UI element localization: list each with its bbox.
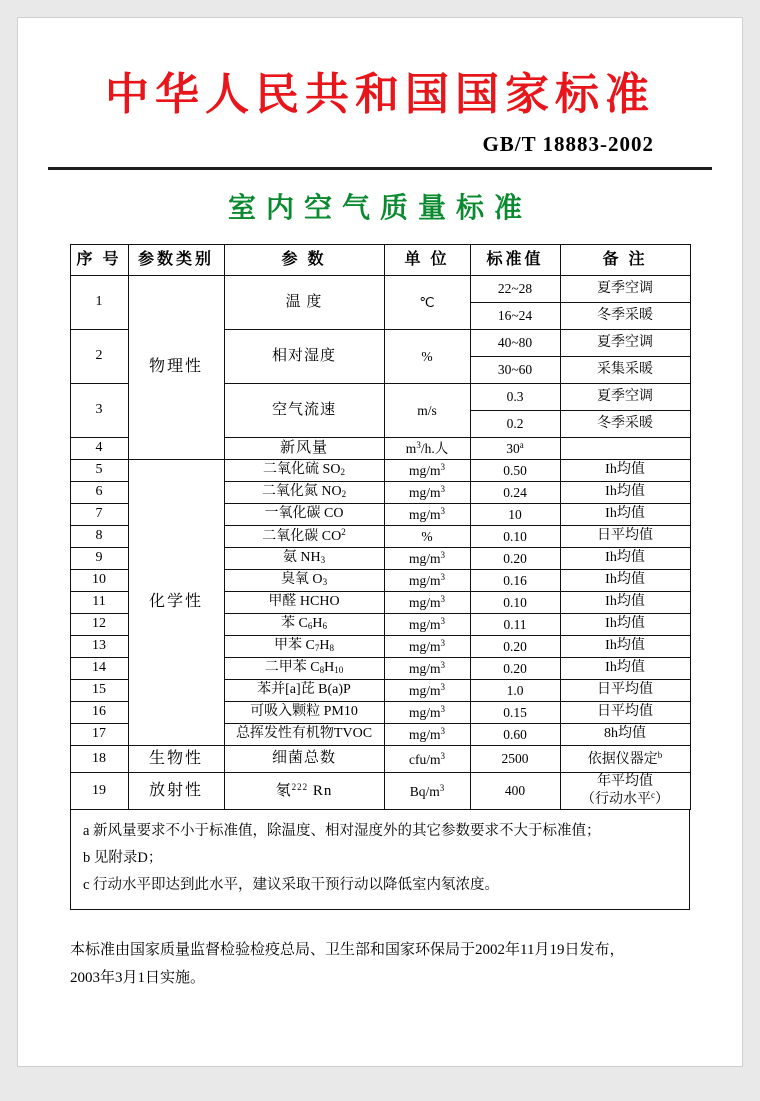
row-remark: 夏季空调 xyxy=(560,384,690,411)
document-page xyxy=(17,17,743,1067)
row-index: 13 xyxy=(70,636,128,658)
row-parameter: 空气流速 xyxy=(224,384,384,438)
row-index: 4 xyxy=(70,438,128,460)
row-remark: Ih均值 xyxy=(560,570,690,592)
row-remark: 日平均值 xyxy=(560,680,690,702)
row-parameter: 苯 $C_6H_6$ xyxy=(224,614,384,636)
row-unit: % xyxy=(384,330,470,384)
row-remark: 夏季空调 xyxy=(560,330,690,357)
table-footnotes xyxy=(70,810,690,909)
standard-code: GB/T 18883-2002 xyxy=(482,132,654,156)
row-unit: $mg/m^3$ xyxy=(384,570,470,592)
row-value: 400 xyxy=(470,773,560,810)
category-radioactive: 放射性 xyxy=(128,773,224,810)
row-parameter: 总挥发性有机物TVOC xyxy=(224,724,384,746)
page-subtitle: 室内空气质量标准 xyxy=(227,191,532,224)
row-value: 30~60 xyxy=(470,357,560,384)
col-header-remark: 备 注 xyxy=(560,245,690,276)
category-chemical: 化学性 xyxy=(128,460,224,746)
row-remark: Ih均值 xyxy=(560,460,690,482)
col-header-category: 参数类别 xyxy=(128,245,224,276)
row-remark: 依据仪器定$^b$ xyxy=(560,746,690,773)
row-remark: Ih均值 xyxy=(560,636,690,658)
footnote-b: b 见附录D； xyxy=(83,850,163,866)
row-index: 11 xyxy=(70,592,128,614)
row-remark: Ih均值 xyxy=(560,482,690,504)
row-value: 2500 xyxy=(470,746,560,773)
row-unit: $mg/m^3$ xyxy=(384,504,470,526)
row-parameter: 二甲苯 $C_8H_{10}$ xyxy=(224,658,384,680)
row-unit: $mg/m^3$ xyxy=(384,702,470,724)
row-index: 5 xyxy=(70,460,128,482)
row-remark: Ih均值 xyxy=(560,592,690,614)
row-remark: Ih均值 xyxy=(560,658,690,680)
row-value: 0.20 xyxy=(470,548,560,570)
category-biological: 生物性 xyxy=(128,746,224,773)
row-remark: Ih均值 xyxy=(560,548,690,570)
row-index: 6 xyxy=(70,482,128,504)
row-parameter: 可吸入颗粒 PM10 xyxy=(224,702,384,724)
row-remark xyxy=(560,438,690,460)
row-index: 9 xyxy=(70,548,128,570)
row-remark: 8h均值 xyxy=(560,724,690,746)
row-index: 12 xyxy=(70,614,128,636)
row-index: 17 xyxy=(70,724,128,746)
col-header-parameter: 参 数 xyxy=(224,245,384,276)
row-value: 0.24 xyxy=(470,482,560,504)
row-remark: Ih均值 xyxy=(560,504,690,526)
row-index: 2 xyxy=(70,330,128,384)
divider xyxy=(48,167,712,170)
row-value: 10 xyxy=(470,504,560,526)
row-parameter: 细菌总数 xyxy=(224,746,384,773)
row-unit: ℃ xyxy=(384,276,470,330)
row-unit: $mg/m^3$ xyxy=(384,548,470,570)
row-unit: $mg/m^3$ xyxy=(384,592,470,614)
row-unit: $mg/m^3$ xyxy=(384,658,470,680)
row-value: 0.20 xyxy=(470,636,560,658)
footnote-a: a 新风量要求不小于标准值，除温度、相对湿度外的其它参数要求不大于标准值； xyxy=(83,823,601,840)
row-parameter: 氡$^{222}$ Rn xyxy=(224,773,384,810)
row-index: 10 xyxy=(70,570,128,592)
row-unit: % xyxy=(384,526,470,548)
publication-line-2: 2003年3月1日实施。 xyxy=(70,970,206,987)
row-index: 18 xyxy=(70,746,128,773)
row-remark: 采集采暖 xyxy=(560,357,690,384)
table-row xyxy=(70,746,690,773)
page-title: 中华人民共和国国家标准 xyxy=(105,69,655,120)
row-index: 16 xyxy=(70,702,128,724)
row-remark: Ih均值 xyxy=(560,614,690,636)
row-value: 0.16 xyxy=(470,570,560,592)
row-value: 0.3 xyxy=(470,384,560,411)
row-unit: $mg/m^3$ xyxy=(384,636,470,658)
row-parameter: 二氧化碳 $CO^2$ xyxy=(224,526,384,548)
row-remark: 年平均值 （行动水平$^c$） xyxy=(560,773,690,810)
table-row xyxy=(70,773,690,810)
row-parameter: 二氧化氮 $NO_2$ xyxy=(224,482,384,504)
row-index: 7 xyxy=(70,504,128,526)
row-unit: $mg/m^3$ xyxy=(384,460,470,482)
row-value: 0.10 xyxy=(470,592,560,614)
row-parameter: 甲苯 $C_7H_8$ xyxy=(224,636,384,658)
row-value: 1.0 xyxy=(470,680,560,702)
standard-table xyxy=(70,244,691,810)
row-value: 0.50 xyxy=(470,460,560,482)
row-value: 16~24 xyxy=(470,303,560,330)
row-unit: $mg/m^3$ xyxy=(384,680,470,702)
row-unit: $m^3/h$.人 xyxy=(384,438,470,460)
row-index: 14 xyxy=(70,658,128,680)
row-index: 1 xyxy=(70,276,128,330)
table-header xyxy=(70,245,690,276)
row-index: 19 xyxy=(70,773,128,810)
row-index: 8 xyxy=(70,526,128,548)
row-parameter: 新风量 xyxy=(224,438,384,460)
col-header-unit: 单 位 xyxy=(384,245,470,276)
row-parameter: 二氧化硫 $SO_2$ xyxy=(224,460,384,482)
row-parameter: 温 度 xyxy=(224,276,384,330)
publication-statement xyxy=(70,936,690,993)
row-index: 15 xyxy=(70,680,128,702)
footnote-c: c 行动水平即达到此水平，建议采取干预行动以降低室内氡浓度。 xyxy=(83,876,500,893)
row-unit: $mg/m^3$ xyxy=(384,724,470,746)
row-unit: $mg/m^3$ xyxy=(384,614,470,636)
row-value: 0.2 xyxy=(470,411,560,438)
row-value: 22~28 xyxy=(470,276,560,303)
row-index: 3 xyxy=(70,384,128,438)
row-parameter: 氨 $NH_3$ xyxy=(224,548,384,570)
row-value: 0.10 xyxy=(470,526,560,548)
row-value: 0.11 xyxy=(470,614,560,636)
row-value: 0.60 xyxy=(470,724,560,746)
row-parameter: 甲醛 HCHO xyxy=(224,592,384,614)
row-value: 40~80 xyxy=(470,330,560,357)
col-header-value: 标准值 xyxy=(470,245,560,276)
row-unit: $Bq/m^3$ xyxy=(384,773,470,810)
row-value: 0.15 xyxy=(470,702,560,724)
row-parameter: 臭氧 $O_3$ xyxy=(224,570,384,592)
row-value: 0.20 xyxy=(470,658,560,680)
row-parameter: 苯并[a]芘 B(a)P xyxy=(224,680,384,702)
table-row xyxy=(70,276,690,303)
row-value: 30$^a$ xyxy=(470,438,560,460)
row-remark: 冬季采暖 xyxy=(560,411,690,438)
row-remark: 夏季空调 xyxy=(560,276,690,303)
row-parameter: 相对湿度 xyxy=(224,330,384,384)
row-unit: cfu/$m^3$ xyxy=(384,746,470,773)
table-row xyxy=(70,460,690,482)
row-remark: 日平均值 xyxy=(560,702,690,724)
row-remark: 日平均值 xyxy=(560,526,690,548)
row-remark: 冬季采暖 xyxy=(560,303,690,330)
category-physical: 物理性 xyxy=(128,276,224,460)
row-parameter: 一氧化碳 CO xyxy=(224,504,384,526)
col-header-index: 序 号 xyxy=(70,245,128,276)
row-unit: m/s xyxy=(384,384,470,438)
row-unit: $mg/m^3$ xyxy=(384,482,470,504)
publication-line-1: 本标准由国家质量监督检验检疫总局、卫生部和国家环保局于2002年11月19日发布， xyxy=(70,941,625,958)
